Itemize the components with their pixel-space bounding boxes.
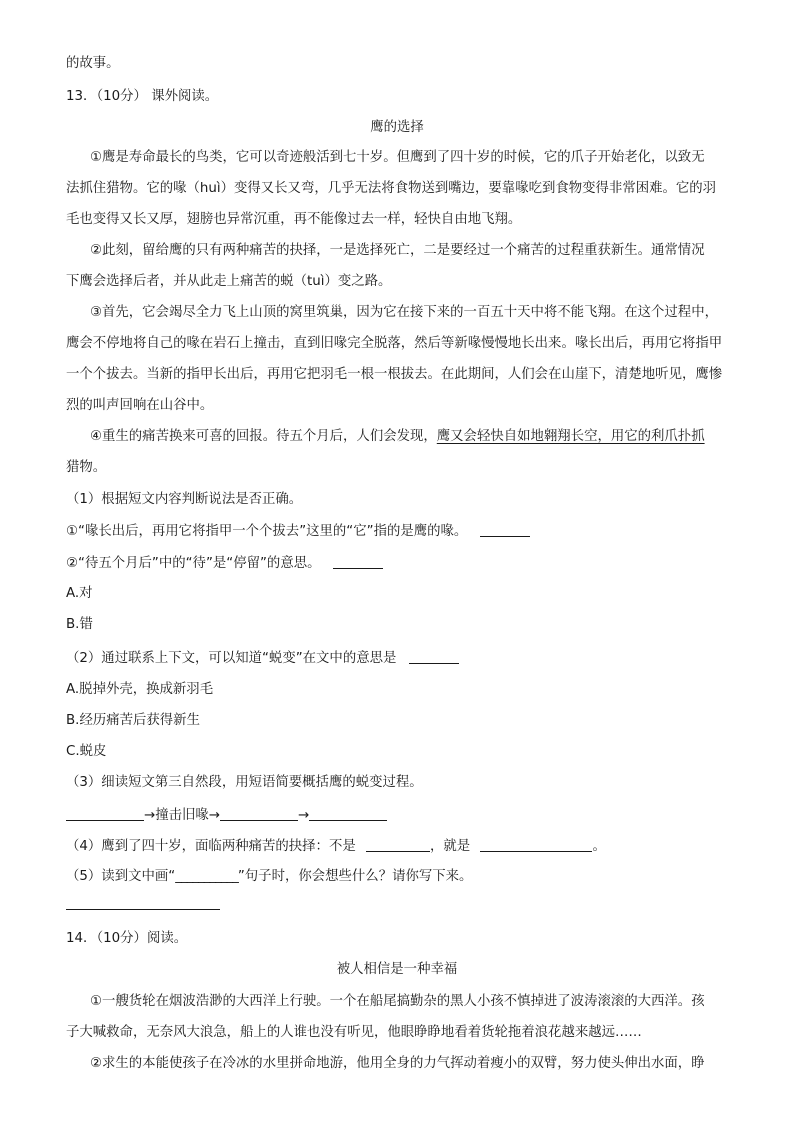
option-c[interactable]: C.蜕皮 (66, 744, 107, 759)
question-14-heading: 14．（10分）阅读。 (66, 931, 188, 946)
paragraph-3-line-2: 鹰会不停地将自己的喙在岩石上撞击，直到旧喙完全脱落，然后等新喙慢慢地长出来。喙长出后，再用它将指甲 (66, 336, 723, 351)
passage-2-paragraph-1-line-1: ①一艘货轮在烟波浩渺的大西洋上行驶。一个在船尾搞勤杂的黑人小孩不慎掉进了波涛滚滚的大西洋。孩 (90, 994, 705, 1009)
answer-blank-4-1[interactable] (366, 839, 430, 852)
answer-blank-1-2[interactable] (333, 556, 383, 569)
subquestion-4-period: 。 (592, 839, 606, 854)
question-13-heading: 13．（10分） 课外阅读。 (66, 89, 219, 104)
option-a-correct[interactable]: A.对 (66, 586, 93, 601)
paragraph-1-line-3: 毛也变得又长又厚，翅膀也异常沉重，再不能像过去一样，轻快自由地飞翔。 (66, 212, 522, 227)
subquestion-3: （3）细读短文第三自然段，用短语简要概括鹰的蜕变过程。 (66, 775, 423, 790)
paragraph-3-line-1: ③首先，它会竭尽全力飞上山顶的窝里筑巢，因为它在接下来的一百五十天中将不能飞翔。在这个过程中， (90, 305, 718, 320)
paragraph-2-line-1: ②此刻，留给鹰的只有两种痛苦的抉择，一是选择死亡，二是要经过一个痛苦的过程重获新生。通常情况 (90, 243, 705, 258)
subquestion-3-process (66, 808, 387, 822)
paragraph-1-line-2: 法抓住猎物。它的喙（huì）变得又长又弯，几乎无法将食物送到嘴边，要靠喙吃到食物变得非常困难。它的羽 (66, 181, 717, 196)
passage-2-title: 被人相信是一种幸福 (336, 962, 458, 977)
passage-2-paragraph-2-line-1: ②求生的本能使孩子在冷冰的水里拼命地游，他用全身的力气挥动着瘦小的双臂，努力使头伸出水面，睁 (90, 1056, 705, 1071)
statement-1: ①“喙长出后，再用它将指甲一个个拔去”这里的“它”指的是鹰的喙。 (66, 524, 468, 539)
process-arrow-text: →撞击旧喙→ (144, 808, 221, 823)
option-a[interactable]: A.脱掉外壳，换成新羽毛 (66, 682, 214, 697)
subquestion-1-item-1 (66, 524, 530, 538)
answer-blank-3-2[interactable] (220, 808, 298, 821)
paragraph-4-line-1 (90, 430, 705, 443)
answer-blank-1-1[interactable] (480, 524, 530, 537)
option-b[interactable]: B.经历痛苦后获得新生 (66, 713, 200, 728)
paragraph-3-line-4: 烈的叫声回响在山谷中。 (66, 398, 214, 413)
answer-line-5[interactable] (66, 897, 220, 911)
answer-blank-5[interactable] (66, 897, 220, 910)
subquestion-5-text: （5）读到文中画“ (66, 869, 176, 884)
subquestion-1-item-2 (66, 556, 383, 570)
process-arrow: → (298, 808, 310, 823)
subquestion-4-connector: ，就是 (430, 839, 471, 854)
answer-blank-3-1[interactable] (66, 808, 144, 821)
paragraph-2-line-2: 下鹰会选择后者，并从此走上痛苦的蜕（tuì）变之路。 (66, 274, 392, 289)
subquestion-2-text: （2）通过联系上下文，可以知道“蜕变”在文中的意思是 (66, 651, 397, 666)
answer-blank-4-2[interactable] (480, 839, 592, 852)
paragraph-3-line-3: 一个个拔去。当新的指甲长出后，再用它把羽毛一根一根拔去。在此期间，人们会在山崖下，清楚地听见，鹰惨 (66, 367, 723, 382)
underlined-sentence: 鹰又会轻快自如地翱翔长空，用它的利爪扑抓 (436, 429, 705, 444)
subquestion-4 (66, 839, 606, 853)
paragraph-4-text: ④重生的痛苦换来可喜的回报。待五个月后，人们会发现， (90, 429, 437, 444)
passage-2-paragraph-1-line-2: 子大喊救命，无奈风大浪急，船上的人谁也没有听见，他眼睁睁地看着货轮拖着浪花越来越远…… (66, 1025, 642, 1040)
underline-placeholder: ___________ (175, 869, 238, 884)
paragraph-4-line-2: 猎物。 (66, 460, 107, 475)
subquestion-5-text-end: ”句子时，你会想些什么？请你写下来。 (237, 869, 473, 884)
answer-blank-2[interactable] (409, 651, 459, 664)
previous-question-ending: 的故事。 (66, 56, 120, 71)
subquestion-4-text: （4）鹰到了四十岁，面临两种痛苦的抉择：不是 (66, 839, 356, 854)
subquestion-1: （1）根据短文内容判断说法是否正确。 (66, 492, 303, 507)
answer-blank-3-3[interactable] (309, 808, 387, 821)
option-b-wrong[interactable]: B.错 (66, 617, 93, 632)
subquestion-2 (66, 651, 459, 665)
statement-2: ②“待五个月后”中的“待”是“停留”的意思。 (66, 556, 321, 571)
paragraph-1-line-1: ①鹰是寿命最长的鸟类，它可以奇迹般活到七十岁。但鹰到了四十岁的时候，它的爪子开始老化，以致无 (90, 150, 705, 165)
subquestion-5 (66, 870, 472, 883)
passage-1-title: 鹰的选择 (370, 120, 424, 135)
